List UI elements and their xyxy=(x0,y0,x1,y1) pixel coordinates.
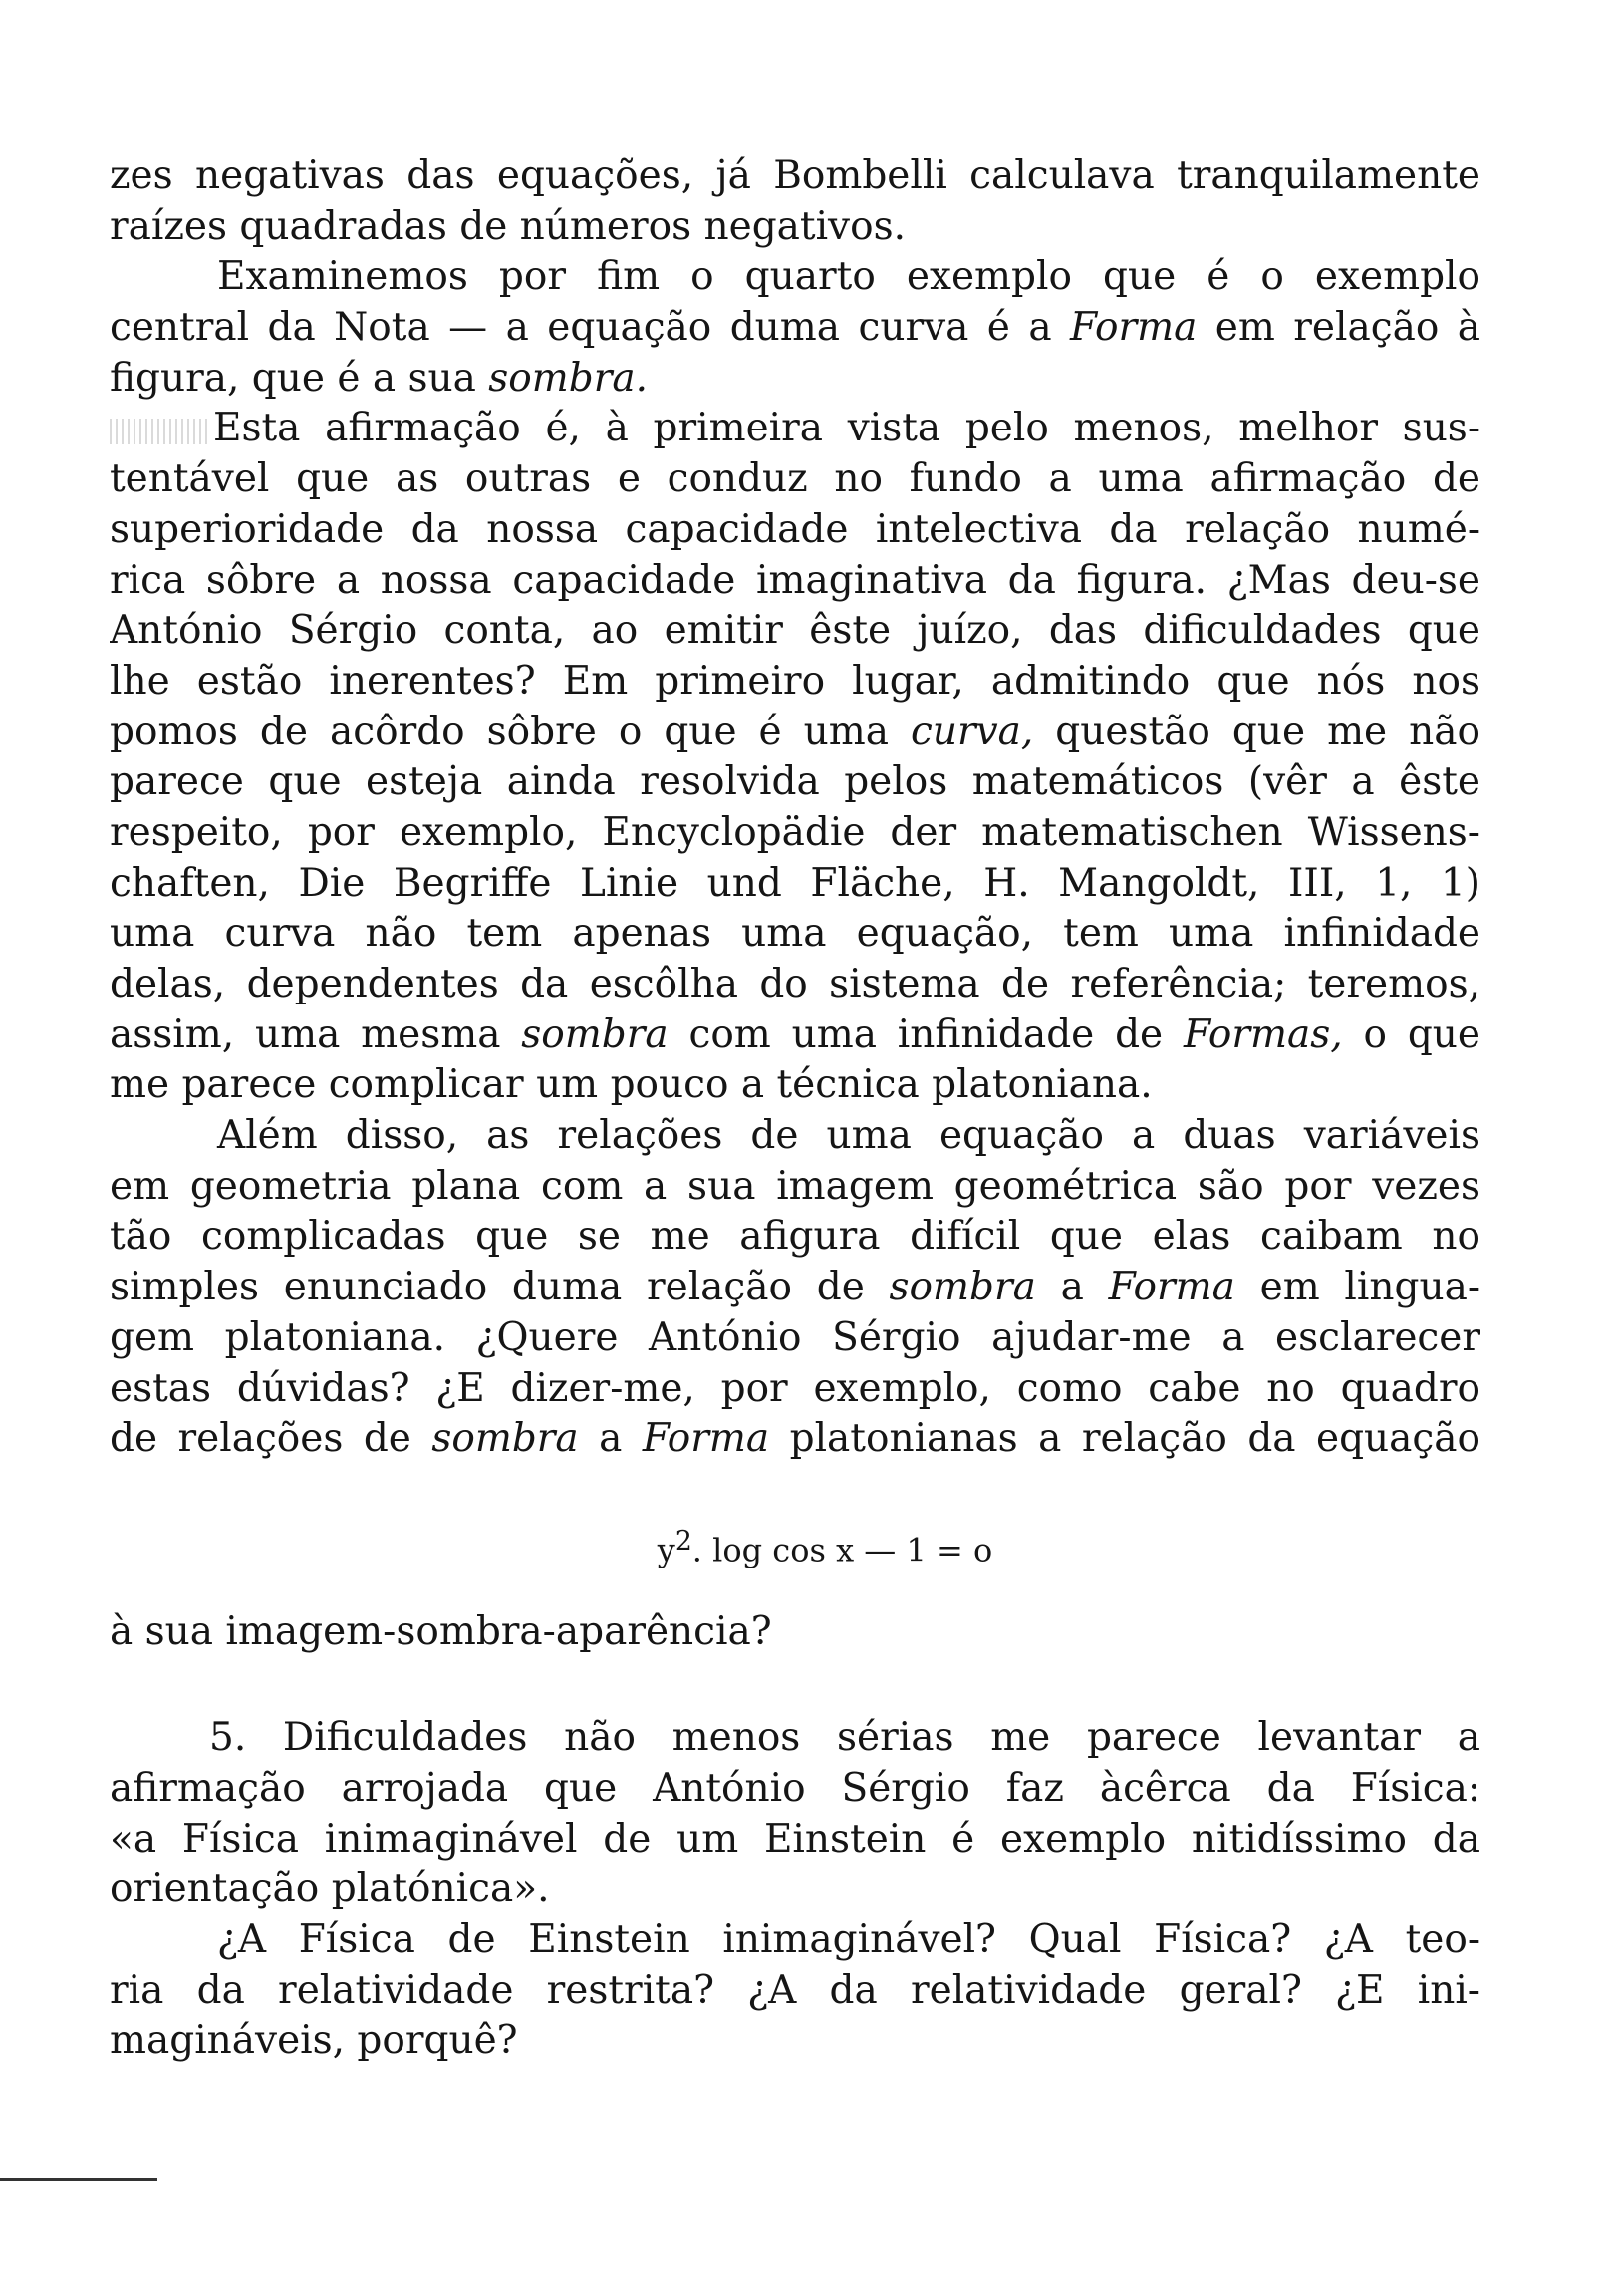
text-line: figura, que é a sua sombra. xyxy=(110,355,648,401)
text-line: simples enunciado duma relação de sombra a Forma em lingua- xyxy=(110,1265,1480,1310)
text-line: à sua imagem-sombra-aparência? xyxy=(110,1608,772,1654)
section-number: 5. xyxy=(209,1715,247,1761)
italic-term: Forma xyxy=(642,1416,770,1462)
text-line: assim, uma mesma sombra com uma infinidade de Formas, o que xyxy=(110,1011,1480,1057)
text-line: raízes quadradas de números negativos. xyxy=(110,203,906,249)
text-line: rica sôbre a nossa capacidade imaginativa da figura. ¿Mas deu-se xyxy=(110,557,1480,603)
italic-term: sombra. xyxy=(488,355,648,401)
spacer xyxy=(110,1465,1480,1517)
paragraph-afirmacao xyxy=(110,404,1480,1111)
equation-exponent: 2 xyxy=(674,1525,692,1557)
text-line: Examinemos por fim o quarto exemplo que é o exemplo xyxy=(217,254,1480,300)
text-line: orientação platónica». xyxy=(110,1866,550,1912)
paragraph-quarto-exemplo xyxy=(110,252,1480,404)
text-line: central da Nota — a equação duma curva é a Forma em relação à xyxy=(110,305,1480,351)
text-line: 5. Dificuldades não menos sérias me parece levantar a xyxy=(209,1715,1480,1761)
text-line: afirmação arrojada que António Sérgio faz àcêrca da Física: xyxy=(110,1765,1480,1811)
section-5 xyxy=(110,1713,1480,1915)
text-line: de relações de sombra a Forma platonianas a relação da equação xyxy=(110,1416,1480,1462)
italic-term: Forma xyxy=(1070,305,1198,351)
text-line: chaften, Die Begriffe Linie und Fläche, H. Mangoldt, III, 1, 1) xyxy=(110,860,1480,906)
paragraph-continuation xyxy=(110,151,1480,252)
text-line: António Sérgio conta, ao emitir êste juízo, das dificuldades que xyxy=(110,608,1480,654)
text-line: gem platoniana. ¿Quere António Sérgio ajudar-me a esclarecer xyxy=(110,1314,1480,1360)
text-line: lhe estão inerentes? Em primeiro lugar, admitindo que nós nos xyxy=(110,658,1480,704)
spacer xyxy=(110,1568,1480,1607)
italic-term: sombra xyxy=(431,1416,579,1462)
text-line: ¿A Física de Einstein inimaginável? Qual Física? ¿A teo- xyxy=(217,1917,1480,1962)
text-line: superioridade da nossa capacidade intelectiva da relação numé- xyxy=(110,506,1480,552)
text-line: magináveis, porquê? xyxy=(110,2018,518,2064)
text-line: uma curva não tem apenas uma equação, tem uma infinidade xyxy=(110,911,1480,957)
text-line: em geometria plana com a sua imagem geométrica são por vezes xyxy=(110,1163,1480,1209)
italic-term: curva, xyxy=(911,709,1034,754)
text-line: «a Física inimaginável de um Einstein é exemplo nitidíssimo da xyxy=(110,1816,1480,1862)
equation: $y^2$. log cos x — 1 = o xyxy=(657,1525,993,1568)
text-line: estas dúvidas? ¿E dizer-me, por exemplo, como cabe no quadro xyxy=(110,1365,1480,1411)
text-line: zes negativas das equações, já Bombelli calculava tranquilamente xyxy=(110,153,1480,198)
document-page xyxy=(110,151,1480,2067)
spacer xyxy=(110,1657,1480,1713)
text-line: pomos de acôrdo sôbre o que é uma curva, questão que me não xyxy=(110,709,1480,754)
italic-term: Formas, xyxy=(1183,1011,1343,1057)
text-line: ria da relatividade restrita? ¿A da relatividade geral? ¿E ini- xyxy=(110,1967,1480,2013)
text-line: tentável que as outras e conduz no fundo a uma afirmação de xyxy=(110,456,1480,502)
text-line: Esta afirmação é, à primeira vista pelo menos, melhor sus- xyxy=(110,404,1480,454)
print-speckle xyxy=(110,419,209,444)
paragraph-imagem-sombra xyxy=(110,1607,1480,1658)
italic-term: sombra xyxy=(889,1265,1036,1310)
text-line: Além disso, as relações de uma equação a duas variáveis xyxy=(217,1113,1480,1159)
paragraph-fisica-einstein xyxy=(110,1915,1480,2067)
text-line: tão complicadas que se me afigura difícil que elas caibam no xyxy=(110,1214,1480,1260)
text-line: parece que esteja ainda resolvida pelos matemáticos (vêr a êste xyxy=(110,759,1480,805)
text-line: me parece complicar um pouco a técnica platoniana. xyxy=(110,1062,1153,1108)
page-edge-rule xyxy=(0,2178,157,2181)
italic-term: Forma xyxy=(1108,1265,1235,1310)
paragraph-alem-disso xyxy=(110,1111,1480,1465)
text-line: respeito, por exemplo, Encyclopädie der matematischen Wissens- xyxy=(110,809,1480,855)
italic-term: sombra xyxy=(521,1011,669,1057)
text-line: delas, dependentes da escôlha do sistema de referência; teremos, xyxy=(110,962,1480,1006)
